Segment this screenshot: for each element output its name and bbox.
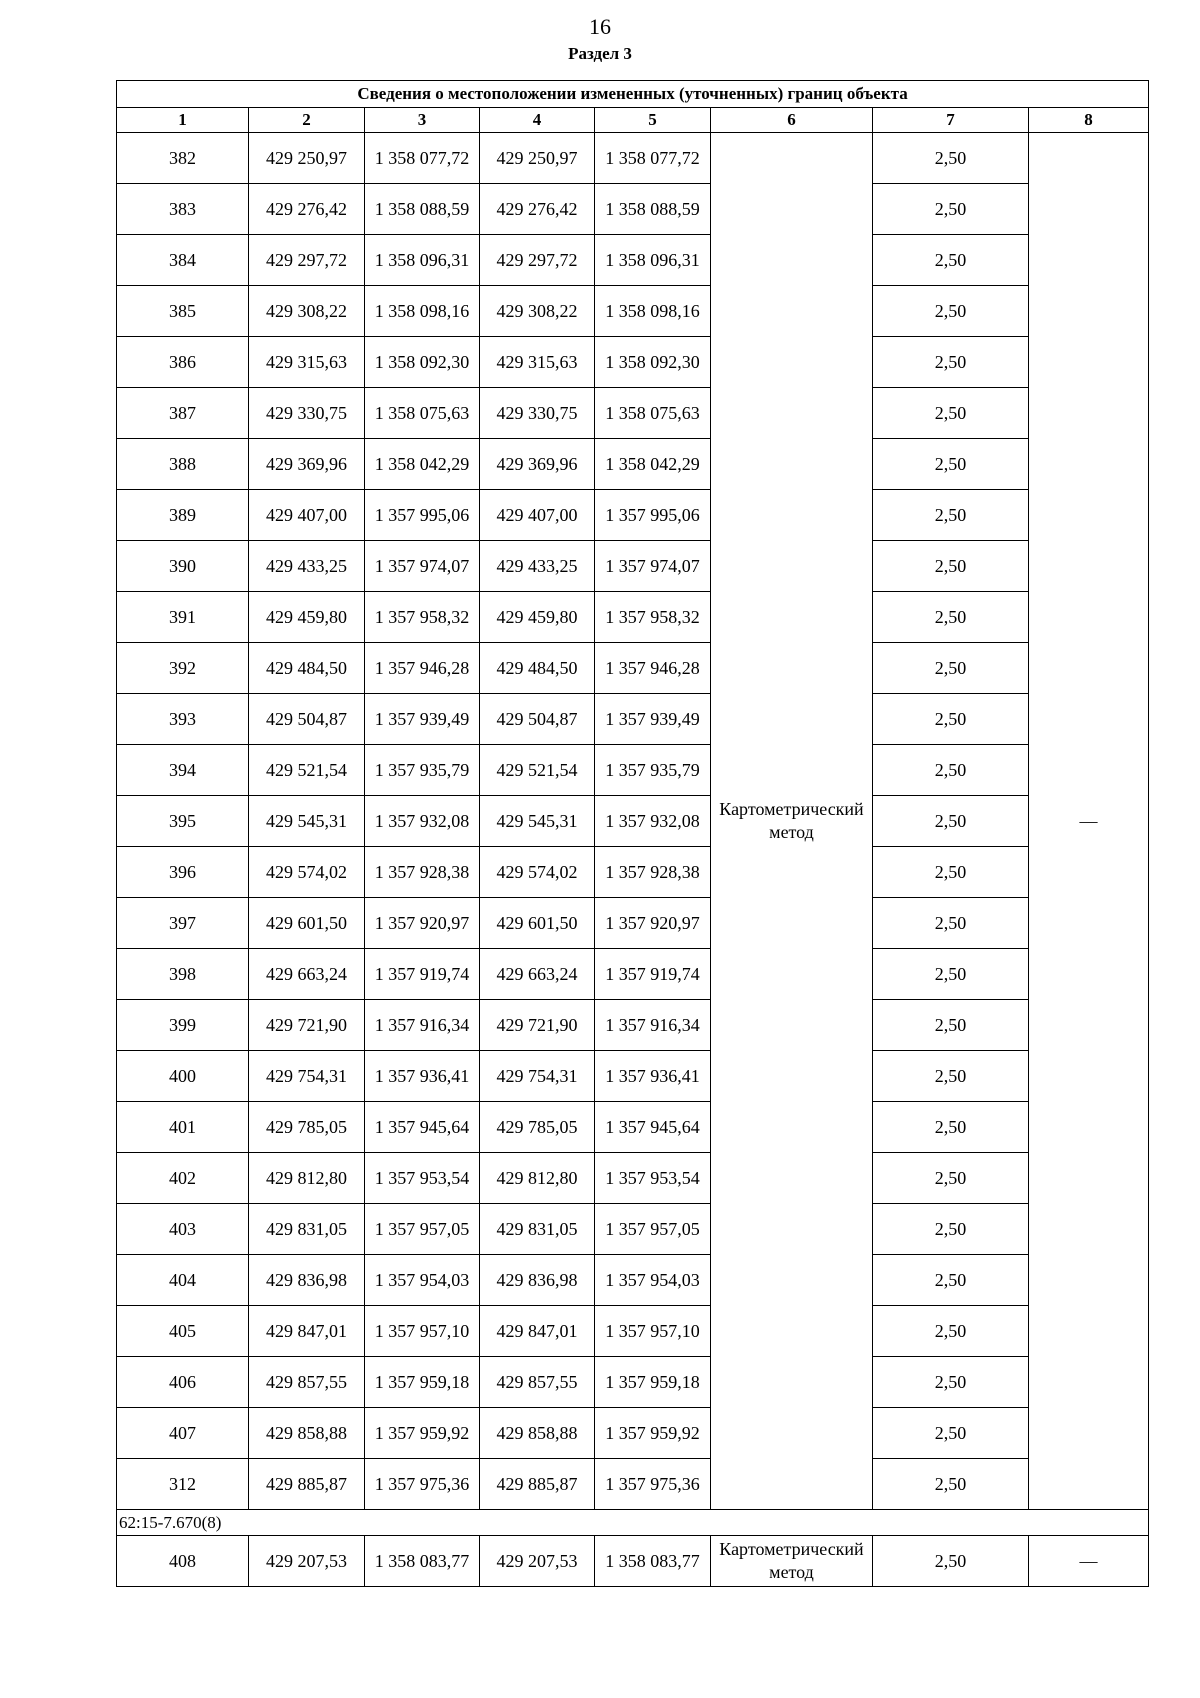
coordinate-cell: 1 357 946,28 [595,643,711,694]
accuracy-cell: 2,50 [873,1536,1029,1587]
accuracy-cell: 2,50 [873,1051,1029,1102]
coordinate-cell: 1 357 936,41 [595,1051,711,1102]
table-row [117,1204,1149,1255]
accuracy-cell: 2,50 [873,1306,1029,1357]
accuracy-cell: 2,50 [873,1255,1029,1306]
accuracy-cell: 2,50 [873,1357,1029,1408]
coordinate-cell: 1 357 928,38 [365,847,480,898]
table-row [117,490,1149,541]
accuracy-cell: 2,50 [873,847,1029,898]
coordinate-cell: 429 857,55 [249,1357,365,1408]
table-row [117,694,1149,745]
coordinate-cell: 1 357 958,32 [595,592,711,643]
table-row [117,1255,1149,1306]
coordinate-cell: 429 663,24 [480,949,595,1000]
point-number-cell: 400 [117,1051,249,1102]
coordinate-cell: 1 357 935,79 [595,745,711,796]
point-number-cell: 403 [117,1204,249,1255]
coordinate-cell: 1 357 975,36 [365,1459,480,1510]
coordinate-cell: 429 207,53 [480,1536,595,1587]
column-header: 7 [873,108,1029,133]
coordinate-cell: 1 357 995,06 [365,490,480,541]
coordinate-cell: 1 358 083,77 [365,1536,480,1587]
point-number-cell: 312 [117,1459,249,1510]
table-row [117,745,1149,796]
coordinate-cell: 1 357 957,05 [595,1204,711,1255]
accuracy-cell: 2,50 [873,1408,1029,1459]
coordinate-cell: 1 358 042,29 [595,439,711,490]
coordinate-cell: 1 357 954,03 [365,1255,480,1306]
coordinate-cell: 429 857,55 [480,1357,595,1408]
point-number-cell: 401 [117,1102,249,1153]
coordinate-cell: 1 358 092,30 [595,337,711,388]
point-number-cell: 382 [117,133,249,184]
accuracy-cell: 2,50 [873,133,1029,184]
coordinate-cell: 1 358 077,72 [365,133,480,184]
table-row [117,592,1149,643]
coordinate-cell: 429 250,97 [249,133,365,184]
coordinate-cell: 429 847,01 [249,1306,365,1357]
table-row [117,949,1149,1000]
point-number-cell: 395 [117,796,249,847]
coordinate-cell: 429 407,00 [249,490,365,541]
coordinate-cell: 429 601,50 [480,898,595,949]
coordinate-cell: 429 721,90 [480,1000,595,1051]
point-number-cell: 396 [117,847,249,898]
coordinate-cell: 1 357 957,10 [595,1306,711,1357]
table-title-row [117,81,1149,108]
coordinate-cell: 429 831,05 [249,1204,365,1255]
coordinate-cell: 429 521,54 [480,745,595,796]
table-row [117,796,1149,847]
table-row [117,847,1149,898]
coordinate-cell: 429 330,75 [249,388,365,439]
table-row [117,388,1149,439]
coordinate-cell: 1 358 042,29 [365,439,480,490]
coordinate-cell: 429 831,05 [480,1204,595,1255]
table-row [117,1153,1149,1204]
coordinate-cell: 1 357 957,10 [365,1306,480,1357]
coordinate-cell: 1 357 957,05 [365,1204,480,1255]
coordinate-cell: 1 358 098,16 [365,286,480,337]
coordinate-cell: 429 545,31 [480,796,595,847]
table-row [117,541,1149,592]
coordinate-cell: 1 357 932,08 [365,796,480,847]
coordinate-cell: 1 357 945,64 [595,1102,711,1153]
coordinate-cell: 429 369,96 [480,439,595,490]
point-number-cell: 383 [117,184,249,235]
coordinate-cell: 1 357 945,64 [365,1102,480,1153]
coordinate-cell: 429 574,02 [480,847,595,898]
coordinate-cell: 429 754,31 [249,1051,365,1102]
point-number-cell: 402 [117,1153,249,1204]
table-row [117,1306,1149,1357]
coordinate-cell: 429 885,87 [480,1459,595,1510]
accuracy-cell: 2,50 [873,235,1029,286]
coordinate-cell: 1 357 958,32 [365,592,480,643]
point-number-cell: 407 [117,1408,249,1459]
coordinate-cell: 429 812,80 [480,1153,595,1204]
point-number-cell: 385 [117,286,249,337]
coordinate-cell: 429 459,80 [249,592,365,643]
point-number-cell: 394 [117,745,249,796]
coordinate-cell: 429 330,75 [480,388,595,439]
coordinate-cell: 1 357 953,54 [365,1153,480,1204]
coordinate-cell: 429 315,63 [249,337,365,388]
coordinate-cell: 1 357 935,79 [365,745,480,796]
coordinate-cell: 1 357 936,41 [365,1051,480,1102]
table-row [117,337,1149,388]
accuracy-cell: 2,50 [873,592,1029,643]
page-number: 16 [589,14,611,39]
coordinate-cell: 1 358 088,59 [595,184,711,235]
coordinate-cell: 429 785,05 [249,1102,365,1153]
point-number-cell: 388 [117,439,249,490]
coordinate-cell: 1 357 974,07 [595,541,711,592]
coordinate-cell: 1 357 939,49 [595,694,711,745]
coordinate-cell: 429 369,96 [249,439,365,490]
coordinate-cell: 429 276,42 [249,184,365,235]
accuracy-cell: 2,50 [873,898,1029,949]
coordinate-cell: 429 315,63 [480,337,595,388]
coordinate-cell: 1 357 920,97 [595,898,711,949]
method-cell: Картометрический метод [711,1536,873,1587]
accuracy-cell: 2,50 [873,1000,1029,1051]
accuracy-cell: 2,50 [873,796,1029,847]
table-row [117,235,1149,286]
column-8-cell: — [1029,133,1149,1510]
table-row [117,898,1149,949]
table-row [117,1357,1149,1408]
coordinate-cell: 429 858,88 [480,1408,595,1459]
column-header: 5 [595,108,711,133]
coordinate-cell: 429 484,50 [249,643,365,694]
coordinate-cell: 429 754,31 [480,1051,595,1102]
accuracy-cell: 2,50 [873,745,1029,796]
point-number-cell: 384 [117,235,249,286]
coordinate-cell: 429 812,80 [249,1153,365,1204]
point-number-cell: 406 [117,1357,249,1408]
coordinate-cell: 429 484,50 [480,643,595,694]
coordinate-cell: 1 357 959,92 [365,1408,480,1459]
coordinate-cell: 1 358 075,63 [365,388,480,439]
point-number-cell: 397 [117,898,249,949]
point-number-cell: 386 [117,337,249,388]
accuracy-cell: 2,50 [873,439,1029,490]
table-row [117,1051,1149,1102]
table-row [117,133,1149,184]
coordinate-cell: 429 847,01 [480,1306,595,1357]
column-header: 2 [249,108,365,133]
coordinate-cell: 429 297,72 [249,235,365,286]
coordinate-cell: 1 357 959,92 [595,1408,711,1459]
coordinate-cell: 429 308,22 [480,286,595,337]
point-number-cell: 390 [117,541,249,592]
coordinate-cell: 1 357 953,54 [595,1153,711,1204]
coordinate-cell: 429 574,02 [249,847,365,898]
coordinate-cell: 1 358 098,16 [595,286,711,337]
column-header: 3 [365,108,480,133]
coordinate-cell: 1 358 077,72 [595,133,711,184]
coordinate-cell: 1 358 096,31 [365,235,480,286]
column-header: 4 [480,108,595,133]
column-header: 8 [1029,108,1149,133]
table-row [117,1536,1149,1587]
coordinate-cell: 1 357 959,18 [595,1357,711,1408]
accuracy-cell: 2,50 [873,337,1029,388]
coordinate-cell: 1 357 928,38 [595,847,711,898]
coordinate-cell: 429 885,87 [249,1459,365,1510]
table-row [117,286,1149,337]
table-row [117,1459,1149,1510]
accuracy-cell: 2,50 [873,286,1029,337]
coordinate-cell: 429 407,00 [480,490,595,541]
section-title: Раздел 3 [568,44,632,63]
accuracy-cell: 2,50 [873,1102,1029,1153]
accuracy-cell: 2,50 [873,1204,1029,1255]
coordinate-cell: 429 459,80 [480,592,595,643]
coordinate-cell: 1 358 096,31 [595,235,711,286]
table-header-row [117,108,1149,133]
coordinate-cell: 1 357 919,74 [365,949,480,1000]
coordinate-cell: 1 357 995,06 [595,490,711,541]
point-number-cell: 399 [117,1000,249,1051]
coordinate-cell: 429 721,90 [249,1000,365,1051]
subheading-row [117,1510,1149,1536]
accuracy-cell: 2,50 [873,694,1029,745]
method-cell: Картометрический метод [711,133,873,1510]
coordinate-cell: 1 358 075,63 [595,388,711,439]
point-number-cell: 404 [117,1255,249,1306]
point-number-cell: 392 [117,643,249,694]
point-number-cell: 398 [117,949,249,1000]
coordinate-cell: 429 276,42 [480,184,595,235]
coordinate-cell: 1 357 939,49 [365,694,480,745]
accuracy-cell: 2,50 [873,1153,1029,1204]
coordinate-cell: 1 357 920,97 [365,898,480,949]
coordinate-cell: 429 433,25 [249,541,365,592]
table-row [117,1408,1149,1459]
point-number-cell: 391 [117,592,249,643]
coordinates-table [116,80,1149,1587]
coordinate-cell: 1 358 083,77 [595,1536,711,1587]
coordinate-cell: 1 357 932,08 [595,796,711,847]
subheading-label: 62:15-7.670(8) [117,1510,1149,1536]
coordinate-cell: 429 545,31 [249,796,365,847]
coordinate-cell: 1 357 975,36 [595,1459,711,1510]
coordinate-cell: 429 308,22 [249,286,365,337]
coordinate-cell: 429 521,54 [249,745,365,796]
table-row [117,643,1149,694]
coordinate-cell: 1 357 946,28 [365,643,480,694]
coordinate-cell: 1 357 974,07 [365,541,480,592]
coordinate-cell: 429 504,87 [249,694,365,745]
coordinate-cell: 429 663,24 [249,949,365,1000]
accuracy-cell: 2,50 [873,184,1029,235]
column-8-cell: — [1029,1536,1149,1587]
accuracy-cell: 2,50 [873,541,1029,592]
table-title: Сведения о местоположении измененных (уточненных) границ объекта [117,81,1149,108]
coordinate-cell: 1 358 092,30 [365,337,480,388]
point-number-cell: 387 [117,388,249,439]
coordinate-cell: 1 357 919,74 [595,949,711,1000]
accuracy-cell: 2,50 [873,643,1029,694]
coordinate-cell: 429 433,25 [480,541,595,592]
coordinate-cell: 1 357 959,18 [365,1357,480,1408]
accuracy-cell: 2,50 [873,1459,1029,1510]
coordinate-cell: 429 836,98 [249,1255,365,1306]
coordinate-cell: 429 297,72 [480,235,595,286]
coordinate-cell: 429 601,50 [249,898,365,949]
table-row [117,439,1149,490]
point-number-cell: 389 [117,490,249,541]
point-number-cell: 408 [117,1536,249,1587]
coordinate-cell: 429 250,97 [480,133,595,184]
table-row [117,1000,1149,1051]
point-number-cell: 393 [117,694,249,745]
coordinate-cell: 429 858,88 [249,1408,365,1459]
table-row [117,184,1149,235]
table-row [117,1102,1149,1153]
coordinate-cell: 1 357 916,34 [595,1000,711,1051]
column-header: 1 [117,108,249,133]
coordinate-cell: 1 357 954,03 [595,1255,711,1306]
accuracy-cell: 2,50 [873,388,1029,439]
accuracy-cell: 2,50 [873,949,1029,1000]
column-header: 6 [711,108,873,133]
coordinate-cell: 429 836,98 [480,1255,595,1306]
accuracy-cell: 2,50 [873,490,1029,541]
coordinate-cell: 1 357 916,34 [365,1000,480,1051]
coordinate-cell: 429 785,05 [480,1102,595,1153]
coordinate-cell: 1 358 088,59 [365,184,480,235]
point-number-cell: 405 [117,1306,249,1357]
coordinate-cell: 429 504,87 [480,694,595,745]
coordinate-cell: 429 207,53 [249,1536,365,1587]
